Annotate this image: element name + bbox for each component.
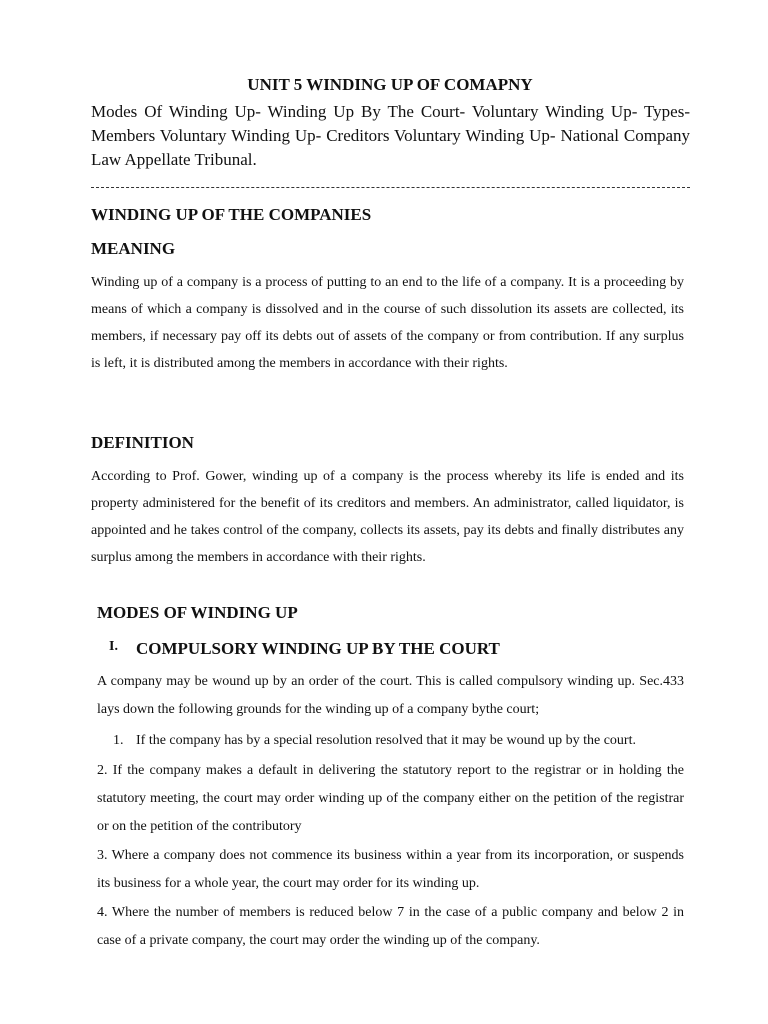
ground-1-text: If the company has by a special resolution resolved that it may be wound up by the court. <box>136 733 636 748</box>
meaning-heading: MEANING <box>91 239 176 258</box>
section-heading-winding-up: WINDING UP OF THE COMPANIES <box>91 205 372 224</box>
definition-paragraph: According to Prof. Gower, winding up of a company is the process whereby its life is ended and its property administered for the benefit of its creditors and members. An administrator, called liquidator, is appointed and he takes control of the company, collects its assets, pay its debts and finally distributes any surplus among the members in accordance with their rights. <box>91 469 684 565</box>
ground-3-paragraph: 3. Where a company does not commence its business within a year from its incorporation, or suspends its business for a whole year, the court may order for its winding up. <box>97 848 684 891</box>
ground-4-paragraph: 4. Where the number of members is reduced below 7 in the case of a public company and below 2 in case of a private company, the court may order the winding up of the company. <box>97 905 684 948</box>
unit-subtitle: Modes Of Winding Up- Winding Up By The Court- Voluntary Winding Up- Types- Members Voluntary Winding Up- Creditors Voluntary Winding Up- National Company Law Appellate Tribunal. <box>91 102 690 169</box>
compulsory-heading: COMPULSORY WINDING UP BY THE COURT <box>136 639 500 658</box>
ground-1-number: 1. <box>113 733 124 748</box>
meaning-paragraph: Winding up of a company is a process of putting to an end to the life of a company. It is a proceeding by means of which a company is dissolved and in the course of such dissolution its assets are collected, its members, if necessary pay off its debts out of assets of the company or from contribution. If any surplus is left, it is distributed among the members in accordance with their rights. <box>91 275 684 371</box>
dashed-divider <box>91 187 690 188</box>
compulsory-intro-paragraph: A company may be wound up by an order of the court. This is called compulsory winding up. Sec.433 lays down the following grounds for the winding up of a company bythe court; <box>97 674 684 717</box>
ground-2-paragraph: 2. If the company makes a default in delivering the statutory report to the registrar or in holding the statutory meeting, the court may order winding up of the company either on the petition of the registrar or on the petition of the contributory <box>97 763 684 834</box>
definition-heading: DEFINITION <box>91 433 194 452</box>
modes-heading: MODES OF WINDING UP <box>97 603 298 622</box>
unit-title: UNIT 5 WINDING UP OF COMAPNY <box>247 75 533 94</box>
compulsory-numeral: I. <box>109 639 118 654</box>
